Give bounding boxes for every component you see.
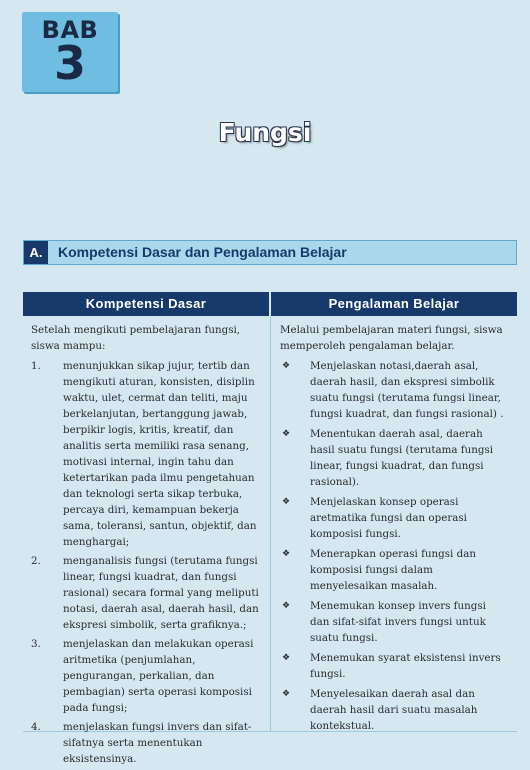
diamond-bullet-icon: ❖ <box>282 689 291 699</box>
diamond-bullet-icon: ❖ <box>282 549 291 559</box>
pengalaman-item <box>280 598 506 646</box>
pengalaman-item <box>280 494 506 542</box>
item-number: 4. <box>31 721 41 733</box>
diamond-bullet-icon: ❖ <box>282 601 291 611</box>
chapter-label: BAB <box>41 16 99 44</box>
item-text: menjelaskan fungsi invers dan sifat-sifatnya serta menentukan eksistensinya. <box>63 721 252 765</box>
section-heading <box>23 240 517 265</box>
item-text: menunjukkan sikap jujur, tertib dan mengikuti aturan, konsisten, disiplin waktu, ulet, cermat dan teliti, maju berkelanjutan, bertanggung jawab, berpikir logis, kritis, kreatif, dan analitis serta memiliki rasa senang, motivasi internal, ingin tahu dan ketertarikan pada ilmu pengetahuan dan teknologi serta sikap terbuka, percaya diri, kemampuan bekerja sama, toleransi, santun, objektif, dan menghargai; <box>63 360 257 548</box>
diamond-bullet-icon: ❖ <box>282 361 291 371</box>
item-number: 2. <box>31 555 41 567</box>
pengalaman-intro: Melalui pembelajaran materi fungsi, siswa memperoleh pengalaman belajar. <box>280 324 503 352</box>
section-title: Kompetensi Dasar dan Pengalaman Belajar <box>58 244 347 260</box>
pengalaman-column <box>280 322 506 738</box>
pengalaman-item <box>280 650 506 682</box>
item-text: Menerapkan operasi fungsi dan komposisi fungsi dalam menyelesaikan masalah. <box>310 548 476 592</box>
diamond-bullet-icon: ❖ <box>282 497 291 507</box>
section-letter: A. <box>24 241 48 264</box>
item-text: menganalisis fungsi (terutama fungsi linear, fungsi kuadrat, dan fungsi rasional) secara formal yang meliputi notasi, daerah asal, daerah hasil, dan ekspresi simbolik, serta grafiknya.; <box>63 555 259 631</box>
item-text: menjelaskan dan melakukan operasi aritmetika (penjumlahan, pengurangan, perkalian, dan pembagian) serta operasi komposisi pada fungsi; <box>63 638 254 714</box>
chapter-number: 3 <box>53 36 86 90</box>
item-number: 3. <box>31 638 41 650</box>
item-text: Menyelesaikan daerah asal dan daerah hasil dari suatu masalah kontekstual. <box>310 688 478 732</box>
diamond-bullet-icon: ❖ <box>282 429 291 439</box>
kompetensi-intro: Setelah mengikuti pembelajaran fungsi, siswa mampu: <box>31 324 241 352</box>
kompetensi-item <box>31 636 263 716</box>
header-pengalaman-belajar: Pengalaman Belajar <box>271 292 517 316</box>
header-kompetensi-dasar: Kompetensi Dasar <box>23 292 269 316</box>
kompetensi-item <box>31 719 263 767</box>
kompetensi-item <box>31 553 263 633</box>
chapter-badge <box>22 12 118 92</box>
item-text: Menentukan daerah asal, daerah hasil suatu fungsi (terutama fungsi linear, fungsi kuadrat, dan fungsi rasional). <box>310 428 494 488</box>
column-divider <box>270 316 271 731</box>
item-number: 1. <box>31 360 41 372</box>
diamond-bullet-icon: ❖ <box>282 653 291 663</box>
item-text: Menemukan syarat eksistensi invers fungsi. <box>310 652 501 680</box>
chapter-title: Fungsi <box>218 118 312 147</box>
pengalaman-item <box>280 426 506 490</box>
pengalaman-item <box>280 358 506 422</box>
competency-table <box>23 292 517 765</box>
pengalaman-item <box>280 686 506 734</box>
item-text: Menjelaskan konsep operasi aretmatika fungsi dan operasi komposisi fungsi. <box>310 496 467 540</box>
item-text: Menemukan konsep invers fungsi dan sifat-sifat invers fungsi untuk suatu fungsi. <box>310 600 486 644</box>
pengalaman-item <box>280 546 506 594</box>
kompetensi-column <box>31 322 263 770</box>
kompetensi-item <box>31 358 263 550</box>
item-text: Menjelaskan notasi,daerah asal, daerah hasil, dan ekspresi simbolik suatu fungsi (terutama fungsi linear, fungsi kuadrat, dan fungsi rasional) . <box>310 360 504 420</box>
